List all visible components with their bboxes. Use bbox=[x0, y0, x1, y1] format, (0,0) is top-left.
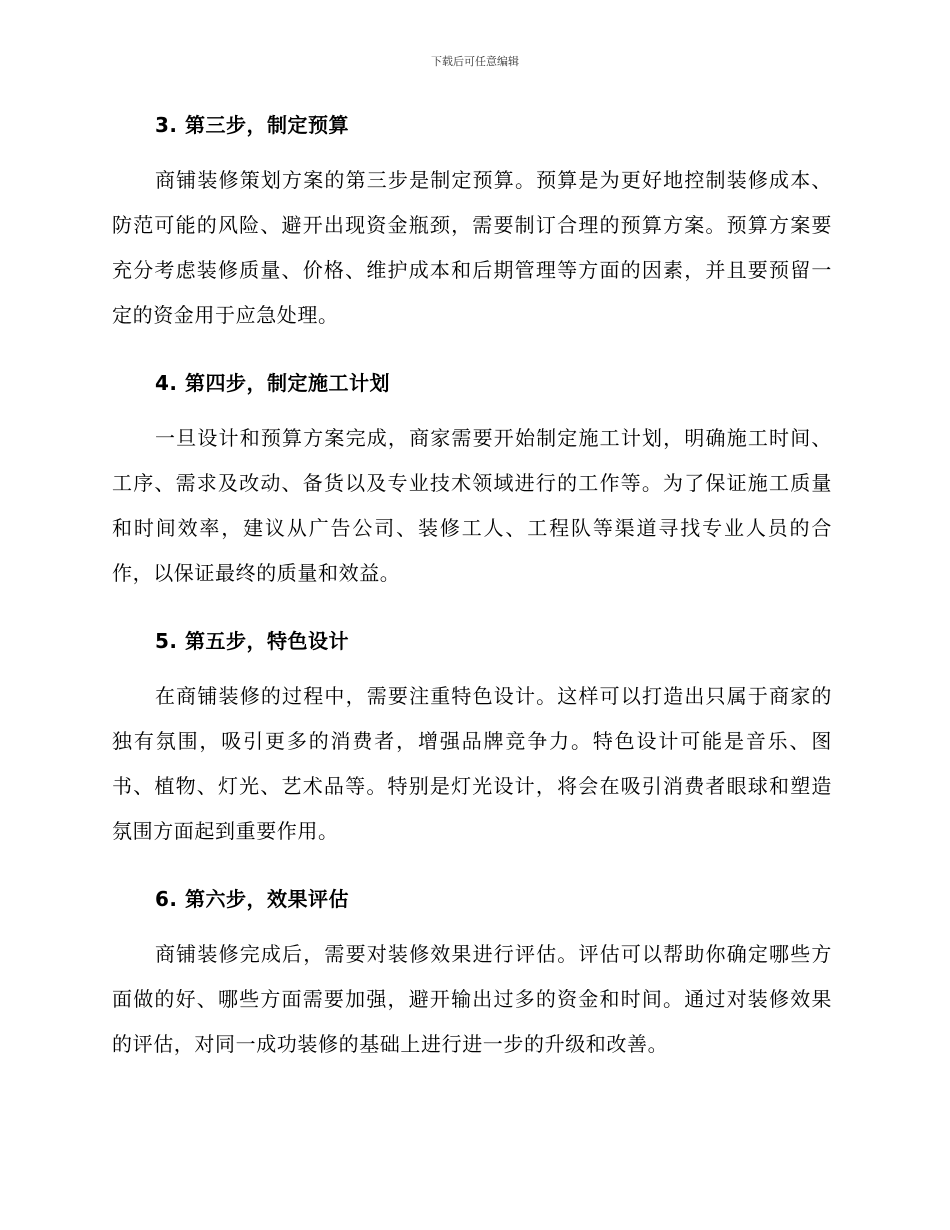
section-heading: 6. 第六步，效果评估 bbox=[155, 887, 349, 911]
section-evaluation bbox=[112, 884, 832, 1067]
section-paragraph: 商铺装修完成后，需要对装修效果进行评估。评估可以帮助你确定哪些方面做的好、哪些方面需要加强，避开输出过多的资金和时间。通过对装修效果的评估，对同一成功装修的基础上进行进一步的升级和改善。 bbox=[112, 942, 832, 1056]
header-note: 下载后可任意编辑 bbox=[431, 55, 519, 68]
section-paragraph: 一旦设计和预算方案完成，商家需要开始制定施工计划，明确施工时间、工序、需求及改动、备货以及专业技术领域进行的工作等。为了保证施工质量和时间效率，建议从广告公司、装修工人、工程队等渠道寻找专业人员的合作，以保证最终的质量和效益。 bbox=[112, 426, 832, 585]
section-heading: 5. 第五步，特色设计 bbox=[155, 629, 349, 653]
section-budget bbox=[112, 110, 832, 338]
section-paragraph: 商铺装修策划方案的第三步是制定预算。预算是为更好地控制装修成本、防范可能的风险、避开出现资金瓶颈，需要制订合理的预算方案。预算方案要充分考虑装修质量、价格、维护成本和后期管理等方面的因素，并且要预留一定的资金用于应急处理。 bbox=[112, 168, 832, 327]
section-paragraph: 在商铺装修的过程中，需要注重特色设计。这样可以打造出只属于商家的独有氛围，吸引更多的消费者，增强品牌竞争力。特色设计可能是音乐、图书、植物、灯光、艺术品等。特别是灯光设计，将会在吸引消费者眼球和塑造氛围方面起到重要作用。 bbox=[112, 684, 832, 843]
section-heading: 4. 第四步，制定施工计划 bbox=[155, 371, 390, 395]
section-heading: 3. 第三步，制定预算 bbox=[155, 113, 349, 137]
section-feature-design bbox=[112, 626, 832, 854]
document-content bbox=[112, 110, 832, 1067]
section-construction-plan bbox=[112, 368, 832, 596]
